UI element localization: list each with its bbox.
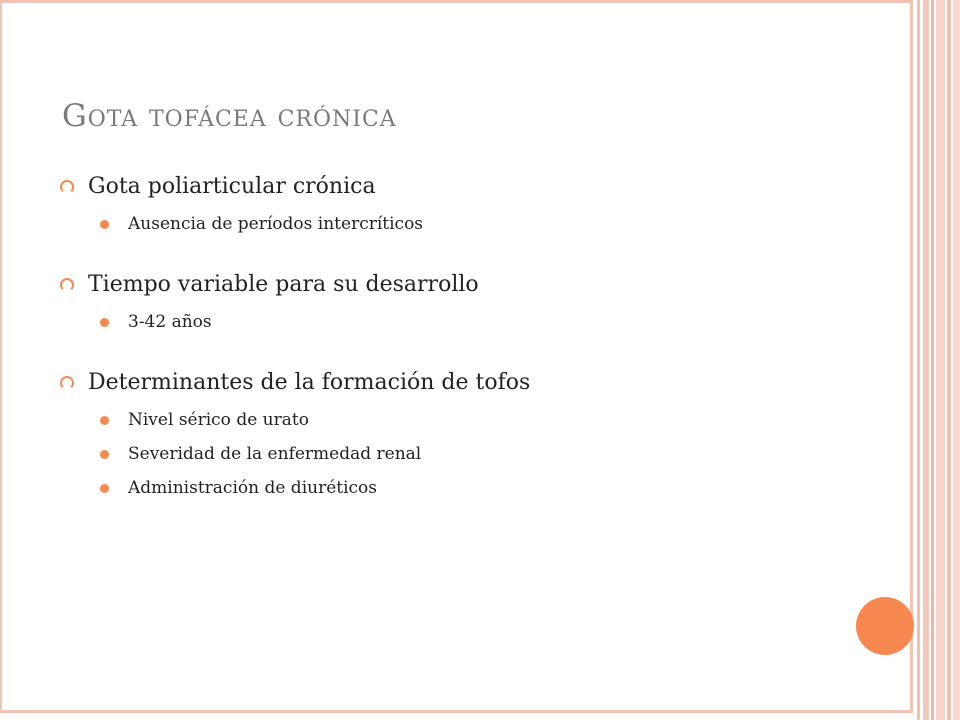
bullet-heading <box>60 172 860 202</box>
decorative-stripe <box>931 0 934 720</box>
bullet-heading-text: Tiempo variable para su desarrollo <box>88 272 479 297</box>
bullet-item-text: Administración de diuréticos <box>128 478 378 498</box>
decorative-stripe <box>953 0 960 720</box>
bullet-item <box>100 476 860 500</box>
bullet-dot-icon <box>100 416 109 425</box>
bullet-ring-icon <box>60 376 74 390</box>
bullet-item-text: Severidad de la enfermedad renal <box>128 444 422 464</box>
slide-title: Gota tofácea crónica <box>62 98 397 134</box>
bullet-item <box>100 310 860 334</box>
bullet-dot-icon <box>100 484 109 493</box>
bullet-dot-icon <box>100 220 109 229</box>
bullet-ring-icon <box>60 278 74 292</box>
decorative-stripe <box>936 0 945 720</box>
bullet-item <box>100 408 860 432</box>
bullet-dot-icon <box>100 318 109 327</box>
bullet-heading <box>60 368 860 398</box>
bullet-heading-text: Gota poliarticular crónica <box>88 174 376 199</box>
bullet-heading <box>60 270 860 300</box>
decorative-stripe <box>947 0 951 720</box>
bullet-item-text: Nivel sérico de urato <box>128 410 309 430</box>
bullet-item-text: 3-42 años <box>128 312 212 332</box>
decorative-circle <box>856 597 914 655</box>
bullet-dot-icon <box>100 450 109 459</box>
bullet-heading-text: Determinantes de la formación de tofos <box>88 370 531 395</box>
decorative-stripe <box>923 0 929 720</box>
decorative-stripe <box>917 0 920 720</box>
bullet-item <box>100 442 860 466</box>
bullet-item <box>100 212 860 236</box>
bullet-item-text: Ausencia de períodos intercríticos <box>128 214 424 234</box>
bullet-list <box>60 172 860 500</box>
bullet-ring-icon <box>60 180 74 194</box>
